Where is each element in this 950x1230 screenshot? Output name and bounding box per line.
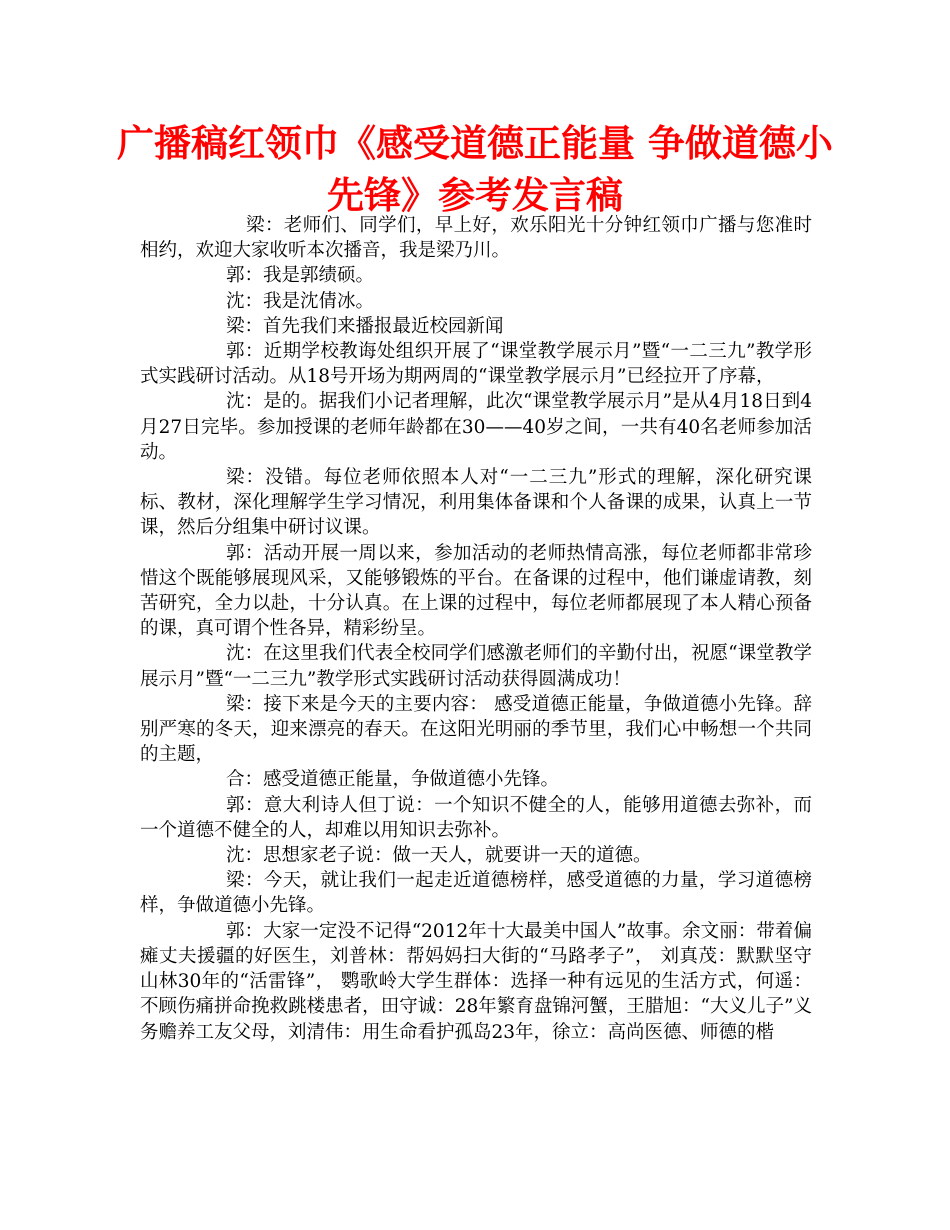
paragraph: 沈：在这里我们代表全校同学们感激老师们的辛勤付出，祝愿“课堂教学展示月”暨“一二三九”教学形式实践研讨活动获得圆满成功！ [140, 643, 812, 690]
paragraph: 梁：没错。每位老师依照本人对“一二三九”形式的理解，深化研究课标、教材，深化理解学生学习情况，利用集体备课和个人备课的成果，认真上一节课，然后分组集中研讨议课。 [140, 467, 812, 539]
document-title: 广播稿红领巾《感受道德正能量 争做道德小先锋》参考发言稿 [117, 122, 833, 217]
paragraph: 梁：今天，就让我们一起走近道德榜样，感受道德的力量，学习道德榜样，争做道德小先锋。 [140, 870, 812, 917]
paragraph: 梁：接下来是今天的主要内容： 感受道德正能量，争做道德小先锋。辞别严寒的冬天，迎来漂亮的春天。在这阳光明丽的季节里，我们心中畅想一个共同的主题， [140, 693, 812, 766]
paragraph: 郭：我是郭绩硕。 [226, 265, 375, 287]
document-body [140, 213, 812, 1045]
paragraph: 郭：大家一定没不记得“2012年十大最美中国人”故事。余文丽：带着偏瘫丈夫援疆的好医生，刘普林：帮妈妈扫大街的“马路孝子”， 刘真茂：默默坚守山林30年的“活雷锋”， 鹦歌岭大学生群体：选择一种有远见的生活方式，何遥：不顾伤痛拼命挽救跳楼患者，田守诚：28年繁育盘锦河蟹，王腊旭：“大义儿子”义务赡养工友父母，刘清伟：用生命看护孤岛23年，徐立：高尚医德、师德的楷 [140, 920, 812, 1043]
paragraph: 梁：首先我们来播报最近校园新闻 [226, 315, 504, 337]
paragraph: 沈：思想家老子说：做一天人，就要讲一天的道德。 [226, 845, 652, 867]
paragraph: 沈：是的。据我们小记者理解，此次“课堂教学展示月”是从4月18日到4月27日完毕。参加授课的老师年龄都在30——40岁之间，一共有40名老师参加活动。 [140, 391, 812, 463]
paragraph: 郭：活动开展一周以来，参加活动的老师热情高涨，每位老师都非常珍惜这个既能够展现风采，又能够锻炼的平台。在备课的过程中，他们谦虚请教，刻苦研究，全力以赴，十分认真。在上课的过程中，每位老师都展现了本人精心预备的课，真可谓个性各异，精彩纷呈。 [140, 542, 812, 640]
paragraph: 梁：老师们、同学们，早上好，欢乐阳光十分钟红领巾广播与您准时相约，欢迎大家收听本次播音，我是梁乃川。 [140, 215, 812, 262]
paragraph: 郭：意大利诗人但丁说：一个知识不健全的人，能够用道德去弥补，而一个道德不健全的人，却难以用知识去弥补。 [140, 794, 812, 841]
paragraph: 沈：我是沈倩冰。 [226, 290, 375, 312]
paragraph: 郭：近期学校教诲处组织开展了“课堂教学展示月”暨“一二三九”教学形式实践研讨活动。从18号开场为期两周的“课堂教学展示月”已经拉开了序幕， [140, 341, 812, 388]
paragraph: 合：感受道德正能量，争做道德小先锋。 [226, 769, 560, 791]
